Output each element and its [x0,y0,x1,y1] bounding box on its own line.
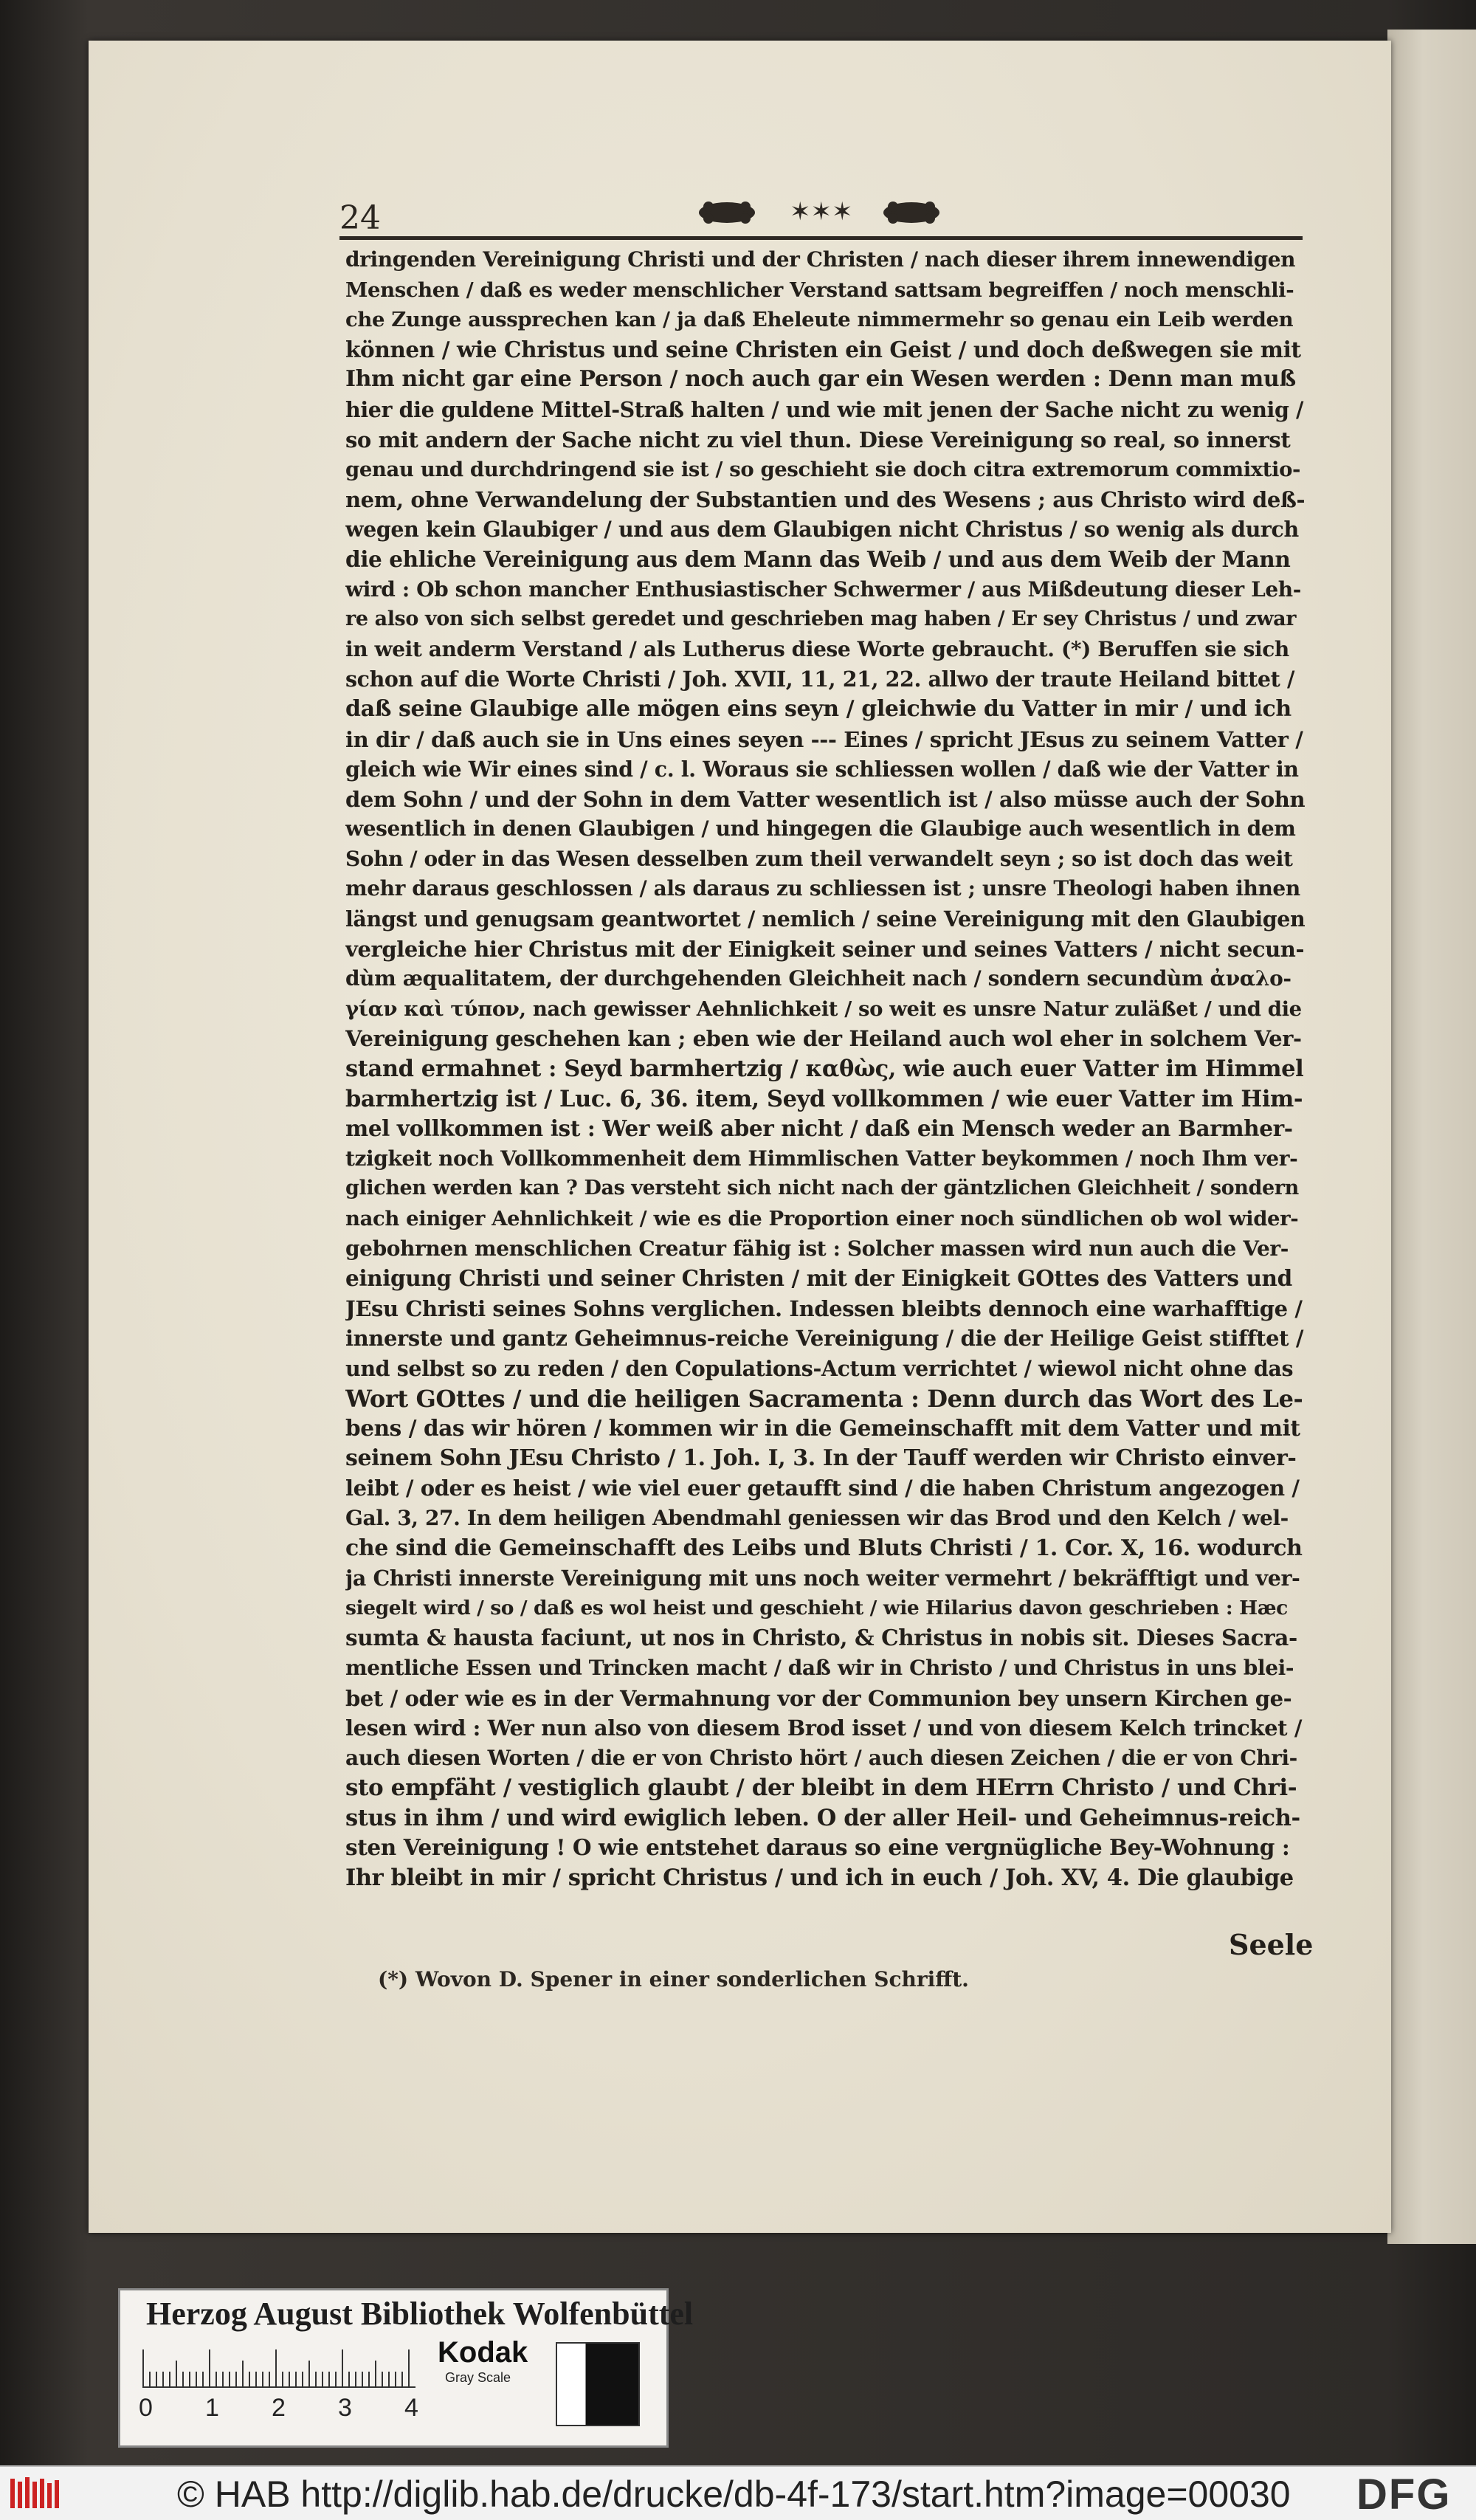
catchword: Seele [1229,1928,1314,1961]
ruler-tick [395,2372,396,2386]
ruler-tick [262,2372,263,2386]
text-line: mentliche Essen und Trincken macht / daß wir in Christo / und Christus in uns blei- [345,1655,1294,1680]
text-line: die ehliche Vereinigung aus dem Mann das Weib / und aus dem Weib der Mann [345,545,1291,572]
ruler-tick [275,2349,277,2386]
dfg-logo: DFG [1356,2471,1452,2519]
text-line: einigung Christi und seiner Christen / mit der Einigkeit GOttes des Vatters und [345,1265,1292,1292]
ruler-tick [189,2372,190,2386]
header-rule [339,236,1303,240]
text-line: leibt / oder es heist / wie viel euer getaufft sind / die haben Christum angezogen / [345,1476,1300,1501]
ruler-tick [222,2372,224,2386]
ruler-number: 0 [139,2394,153,2422]
gray-scale-label: Gray Scale [445,2370,511,2385]
ruler-number: 3 [338,2394,352,2422]
footnote: (*) Wovon D. Spener in einer sonderlichen Schrifft. [378,1967,969,1991]
text-line: JEsu Christi seines Sohns verglichen. Indessen bleibts dennoch eine warhafftige / [345,1295,1303,1321]
text-line: sumta & hausta faciunt, ut nos in Christo, & Christus in nobis sit. Dieses Sacra- [345,1625,1297,1651]
text-line: schon auf die Worte Christi / Joh. XVII, 11, 21, 22. allwo der traute Heiland bittet / [345,667,1294,692]
ruler-tick [196,2372,197,2386]
gray-scale-patch [556,2342,640,2426]
text-line: Vereinigung geschehen kan ; eben wie der Heiland auch wol eher in solchem Ver- [345,1026,1302,1052]
text-line: glichen werden kan ? Das versteht sich nicht nach der gäntzlichen Gleichheit / sondern [345,1177,1299,1200]
text-line: wird : Ob schon mancher Enthusiastischer Schwermer / aus Mißdeutung dieser Leh- [345,576,1301,602]
ruler-tick [269,2372,270,2386]
ruler-tick [142,2349,144,2386]
text-line: dringenden Vereinigung Christi und der Christen / nach dieser ihrem innewendigen [345,247,1296,272]
text-line: seinem Sohn JEsu Christo / 1. Joh. I, 3. In der Tauff werden wir Christo einver- [345,1445,1297,1471]
text-line: hier die guldene Mittel-Straß halten / und wie mit jenen der Sache nicht zu wenig / [345,396,1304,422]
ruler-tick [355,2372,356,2386]
ruler-tick [282,2372,283,2386]
ruler-tick [182,2372,184,2386]
ruler-tick [249,2372,250,2386]
ruler-tick [156,2372,157,2386]
ruler-tick [408,2349,410,2386]
text-line: bet / oder wie es in der Vermahnung vor der Communion bey unsern Kirchen ge- [345,1685,1292,1711]
text-line: sto empfäht / vestiglich glaubt / der bleibt in dem HErrn Christo / und Chri- [345,1774,1297,1802]
ruler-tick [295,2372,297,2386]
text-line: mel vollkommen ist : Wer weiß aber nicht / daß ein Mensch weder an Barmher- [345,1115,1293,1142]
color-calibration-card [118,2288,694,2448]
text-line: in dir / daß auch sie in Uns eines seyen --- Eines / spricht JEsus zu seinem Vatter / [345,726,1303,752]
text-line: barmhertzig ist / Luc. 6, 36. item, Seyd vollkommen / wie euer Vatter im Him- [345,1085,1303,1112]
text-line: nach einiger Aehnlichkeit / wie es die Proportion einer noch sündlichen ob wol wider- [345,1207,1299,1230]
text-line: daß seine Glaubige alle mögen eins seyn / gleichwie du Vatter in mir / und ich [345,695,1292,722]
footer-copyright-link[interactable]: © HAB http://diglib.hab.de/drucke/db-4f-173/start.htm?image=00030 [177,2473,1291,2515]
ruler-tick [322,2372,323,2386]
text-line: Ihm nicht gar eine Person / noch auch gar ein Wesen werden : Denn man muß [345,366,1296,393]
ruler-tick [342,2349,343,2386]
text-line: auch diesen Worten / die er von Christo hört / auch diesen Zeichen / die er von Chri- [345,1745,1297,1770]
text-line: längst und genugsam geantwortet / nemlich / seine Vereinigung mit den Glaubigen [345,906,1305,932]
text-line: bens / das wir hören / kommen wir in die Gemeinschafft mit dem Vatter und mit [345,1415,1300,1442]
ruler-tick [242,2361,244,2386]
text-line: gleich wie Wir eines sind / c. l. Woraus sie schliessen wollen / daß wie der Vatter in [345,757,1299,782]
text-line: dùm æqualitatem, der durchgehenden Gleichheit nach / sondern secundùm ἀναλο- [345,966,1292,991]
ruler-number: 4 [404,2394,418,2422]
text-line: innerste und gantz Geheimnus-reiche Vereinigung / die der Heilige Geist stifftet / [345,1326,1304,1352]
hab-logo-icon [9,2474,61,2513]
text-line: in weit anderm Verstand / als Lutherus diese Worte gebraucht. (*) Beruffen sie sich [345,636,1289,661]
ruler-tick [382,2372,383,2386]
ruler-tick [302,2372,303,2386]
page-body-text [345,245,1305,1893]
text-line: können / wie Christus und seine Christen ein Geist / und doch deßwegen sie mit [345,336,1301,362]
text-line: Sohn / oder in das Wesen desselben zum theil verwandelt seyn ; so ist doch das weit [345,846,1293,871]
adjacent-page-edge [1387,30,1476,2244]
text-line: che Zunge aussprechen kan / ja daß Eheleute nimmermehr so genau ein Leib werden [345,308,1294,332]
page-number: 24 [339,199,381,237]
ruler-tick [255,2372,257,2386]
ruler-number: 2 [272,2394,286,2422]
ruler-tick [401,2372,403,2386]
ruler-tick [169,2372,170,2386]
text-line: nem, ohne Verwandelung der Substantien und des Wesens ; aus Christo wird deß- [345,486,1305,512]
ruler-tick [335,2372,337,2386]
ruler-tick [368,2372,370,2386]
ruler-tick [162,2372,164,2386]
header-ornament-icon [694,190,945,235]
ruler-tick [235,2372,237,2386]
text-line: stand ermahnet : Seyd barmhertzig / καθὼς, wie auch euer Vatter im Himmel [345,1056,1304,1083]
text-line: wegen kein Glaubiger / und aus dem Glaubigen nicht Christus / so wenig als durch [345,517,1299,543]
ruler-tick [176,2361,177,2386]
text-line: vergleiche hier Christus mit der Einigkeit seiner und seines Vatters / nicht secun- [345,936,1305,962]
text-line: wesentlich in denen Glaubigen / und hingegen die Glaubige auch wesentlich in dem [345,816,1296,841]
card-title: Herzog August Bibliothek Wolfenbüttel [146,2296,694,2332]
ruler-tick [149,2372,151,2386]
ruler-tick [328,2372,330,2386]
text-line: gebohrnen menschlichen Creatur fähig ist : Solcher massen wird nun auch die Ver- [345,1236,1289,1261]
text-line: dem Sohn / und der Sohn in dem Vatter wesentlich ist / also müsse auch der Sohn [345,786,1305,812]
text-line: che sind die Gemeinschafft des Leibs und Bluts Christi / 1. Cor. X, 16. wodurch [345,1535,1303,1561]
ruler-tick [289,2372,290,2386]
ruler-tick [229,2372,230,2386]
ruler-tick [362,2372,363,2386]
text-line: γίαν καὶ τύπον, nach gewisser Aehnlichkeit / so weit es unsre Natur zuläßet / und die [345,996,1302,1021]
scale-ruler [142,2342,415,2388]
ruler-tick [202,2372,204,2386]
text-line: so mit andern der Sache nicht zu viel thun. Diese Vereinigung so real, so innerst [345,427,1291,452]
text-line: re also von sich selbst geredet und geschrieben mag haben / Er sey Christus / und zwar [345,607,1297,631]
text-line: Wort GOttes / und die heiligen Sacramenta : Denn durch das Wort des Le- [345,1384,1303,1413]
ruler-number: 1 [205,2394,219,2422]
text-line: Gal. 3, 27. In dem heiligen Abendmahl geniessen wir das Brod und den Kelch / wel- [345,1505,1289,1530]
svg-text:✶✶✶: ✶✶✶ [790,197,853,227]
ruler-tick [348,2372,350,2386]
footer-bar [0,2465,1476,2520]
text-line: lesen wird : Wer nun also von diesem Brod isset / und von diesem Kelch trincket / [345,1715,1303,1741]
text-line: siegelt wird / so / daß es wol heist und geschieht / wie Hilarius davon geschrieben : Hæc [345,1596,1288,1619]
ruler-tick [308,2361,310,2386]
ruler-tick [209,2349,210,2386]
text-line: mehr daraus geschlossen / als daraus zu schliessen ist ; unsre Theologi haben ihnen [345,876,1300,901]
text-line: ja Christi innerste Vereinigung mit uns noch weiter vermehrt / bekräfftigt und ver- [345,1566,1300,1591]
ruler-tick [315,2372,317,2386]
text-line: Ihr bleibt in mir / spricht Christus / und ich in euch / Joh. XV, 4. Die glaubige [345,1865,1294,1892]
text-line: Menschen / daß es weder menschlicher Verstand sattsam begreiffen / noch menschli- [345,278,1294,302]
ruler-tick [388,2372,390,2386]
kodak-brand: Kodak [438,2336,528,2369]
ruler-tick [375,2361,376,2386]
text-line: genau und durchdringend sie ist / so geschieht sie doch citra extremorum commixtio- [345,458,1301,482]
ruler-tick [215,2372,217,2386]
text-line: tzigkeit noch Vollkommenheit dem Himmlischen Vatter beykommen / noch Ihm ver- [345,1146,1298,1171]
text-line: und selbst so zu reden / den Copulations-Actum verrichtet / wiewol nicht ohne das [345,1355,1294,1381]
text-line: sten Vereinigung ! O wie entstehet daraus so eine vergnügliche Bey-Wohnung : [345,1834,1290,1861]
text-line: stus in ihm / und wird ewiglich leben. O der aller Heil- und Geheimnus-reich- [345,1804,1300,1831]
